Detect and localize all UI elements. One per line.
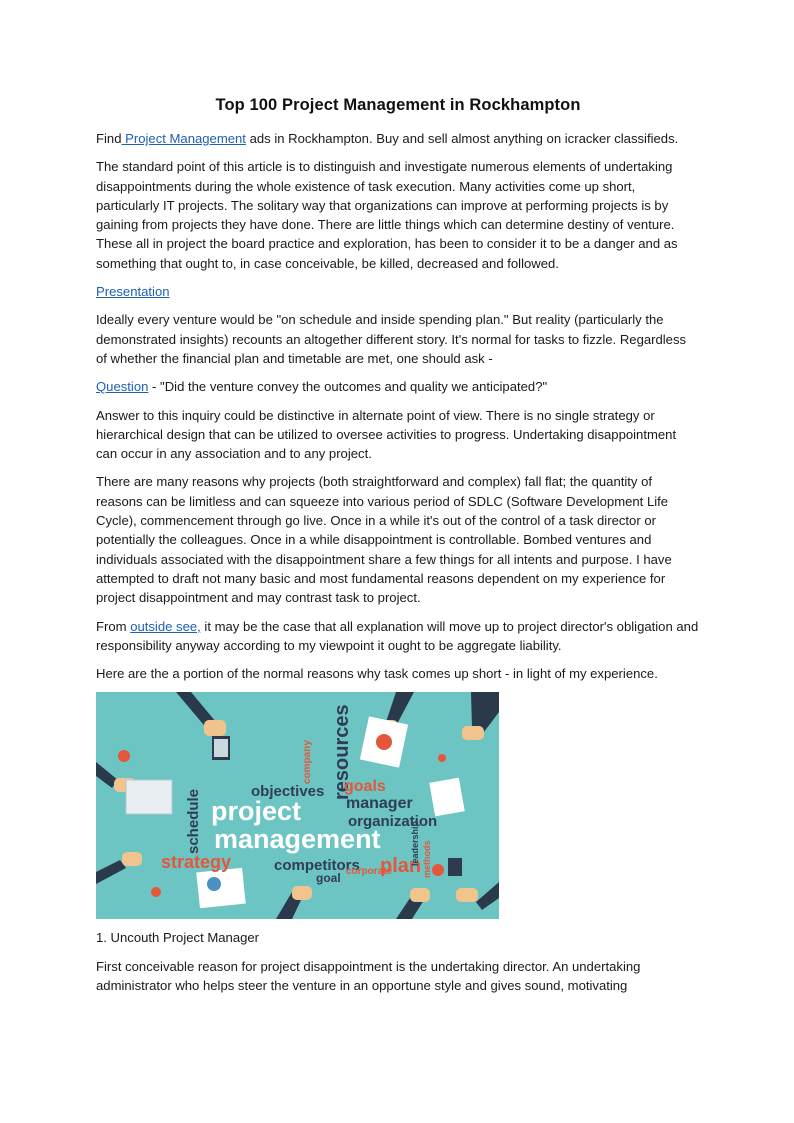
word-methods: methods	[422, 840, 432, 879]
word-resources: resources	[331, 704, 353, 801]
word-leadership: leadership	[410, 821, 420, 867]
question-paragraph	[96, 377, 700, 396]
body-paragraph-4: There are many reasons why projects (both straightforward and complex) fall flat; the quantity of reasons can be limitless and can squeeze into various period of SDLC (Software Development Life Cycle), commencement through go live. Once in a while it's out of the control of a task director or potentially the colleagues. Once in a while disappointment is controllable. Bombed ventures and individuals associated with the disappointment share a few things for all intents and purpose. I have attempted to draft not many basic and most fundamental reasons dependent on my experience for project disappointment and may contrast task to project.	[96, 474, 672, 606]
word-corporate: corporate	[346, 866, 393, 878]
body-paragraph-7: First conceivable reason for project disappointment is the undertaking director. An undertaking administrator who helps steer the venture in an opportune style and gives sound, motivating	[96, 958, 641, 994]
body-paragraph-6: Here are the a portion of the normal reasons why task comes up short - in light of my experience.	[96, 666, 658, 682]
word-objectives: objectives	[251, 783, 325, 801]
page-title: Top 100 Project Management in Rockhampton	[215, 96, 581, 114]
word-goals: goals	[344, 778, 386, 796]
word-goal: goal	[316, 871, 341, 886]
presentation-paragraph	[96, 282, 700, 301]
word-plan: plan	[380, 855, 422, 878]
outside-see-link[interactable]: outside see,	[130, 618, 201, 634]
project-management-word-cloud-image	[96, 692, 499, 919]
word-project: project	[211, 796, 302, 827]
body-paragraph-2: Ideally every venture would be "on schedule and inside spending plan." But reality (particularly the demonstrated insights) recounts an altogether different story. It's normal for tasks to fizzle. Regardless of whether the financial plan and timetable are met, one should ask -	[96, 312, 687, 366]
word-organization: organization	[348, 813, 438, 831]
word-schedule: schedule	[185, 789, 202, 855]
word-company: company	[302, 740, 313, 785]
word-management: management	[214, 824, 381, 855]
intro-text-end: ads in Rockhampton. Buy and sell almost anything on icracker classifieds.	[245, 131, 679, 146]
section-heading-uncouth-project-manager: 1. Uncouth Project Manager	[96, 930, 260, 946]
intro-paragraph	[96, 129, 700, 148]
para5-text-end: it may be the case that all explanation will move up to project director's obligation and responsibility anyway according to my viewpoint it ought to be aggregate liability.	[96, 618, 699, 653]
body-paragraph-3: Answer to this inquiry could be distinctive in alternate point of view. There is no single strategy or hierarchical design that can be utilized to oversee activities to progress. Undertaking disappointment can occur in any association and to any project.	[96, 407, 677, 462]
word-competitors: competitors	[274, 857, 360, 875]
question-link[interactable]: Question	[96, 379, 149, 395]
body-paragraph-5	[96, 617, 700, 656]
body-paragraph-1: The standard point of this article is to distinguish and investigate numerous elements of undertaking disappointments during the whole existence of task execution. Many activities come up short, particularly IT projects. The solitary way that organizations can improve at performing projects is by gaining from projects they have done. There are little things which can determine destiny of venture. These all in project the board practice and exploration, has been to consider it to be a danger and as something that ought to, in case conceivable, be killed, decreased and followed.	[96, 159, 678, 271]
project-management-link[interactable]: Project Management	[121, 131, 246, 146]
para5-text: From	[96, 618, 131, 634]
intro-text: Find	[96, 131, 122, 146]
presentation-link[interactable]: Presentation	[96, 284, 170, 300]
question-text: - "Did the venture convey the outcomes and quality we anticipated?"	[148, 379, 548, 395]
document-page	[96, 96, 700, 1004]
word-strategy: strategy	[161, 852, 232, 873]
word-manager: manager	[346, 795, 413, 813]
